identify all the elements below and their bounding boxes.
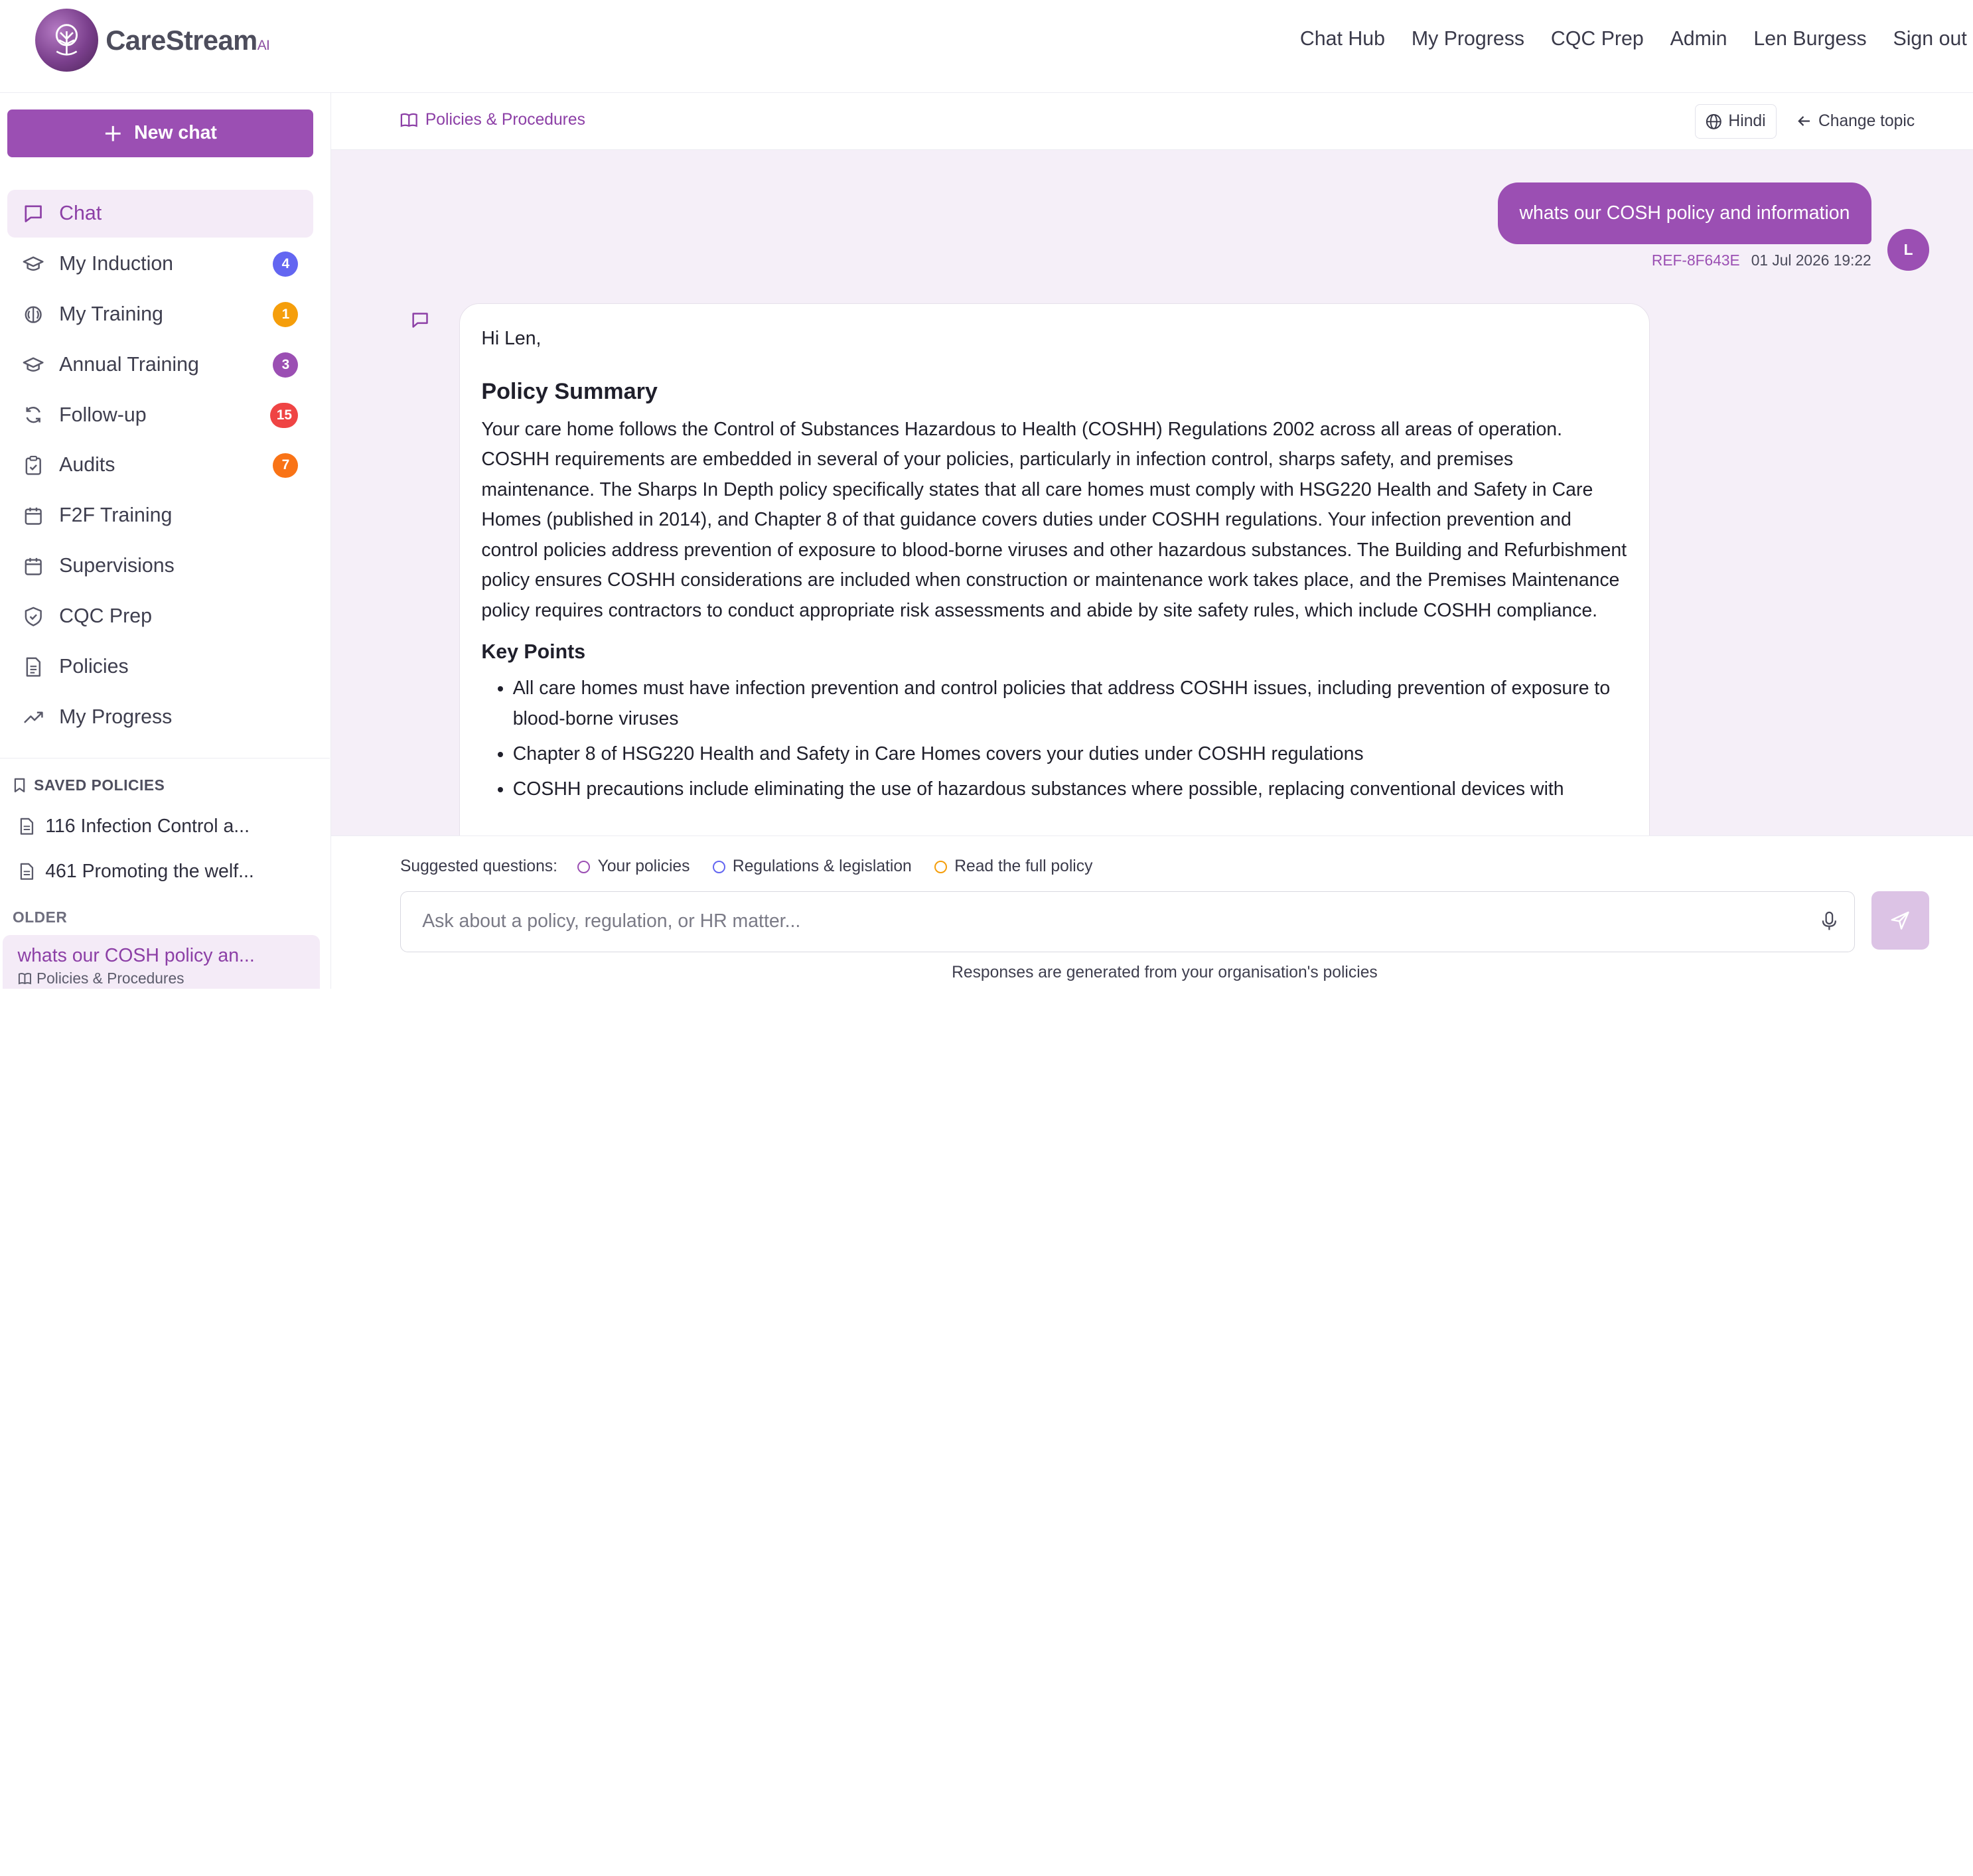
suggestion-regulations[interactable]: Regulations & legislation <box>713 857 912 876</box>
top-bar <box>0 0 1973 93</box>
message-timestamp: 01 Jul 2026 19:22 <box>1751 252 1871 269</box>
nav-sign-out[interactable]: Sign out <box>1893 27 1967 50</box>
disclaimer-text: Responses are generated from your organisation's policies <box>952 963 1378 981</box>
sidebar-item-label: Chat <box>59 202 102 225</box>
main-panel <box>331 93 1973 989</box>
sidebar-item-label: F2F Training <box>59 504 173 527</box>
shield-check-icon <box>23 606 44 627</box>
chat-bubble-icon <box>23 203 44 224</box>
sidebar-item-cqc-prep[interactable] <box>7 593 313 640</box>
chat-messages <box>331 150 1973 835</box>
clipboard-check-icon <box>23 455 44 476</box>
topic-breadcrumb[interactable]: Policies & Procedures <box>400 111 585 129</box>
suggestion-read-full-policy[interactable]: Read the full policy <box>934 857 1093 876</box>
graduation-cap-icon <box>23 253 44 275</box>
sidebar-nav <box>7 190 313 743</box>
nav-user-name[interactable]: Len Burgess <box>1753 27 1867 50</box>
assistant-message-card <box>459 303 1650 835</box>
sidebar-item-follow-up[interactable] <box>7 392 313 439</box>
saved-policies-heading: SAVED POLICIES <box>14 776 165 794</box>
refresh-icon <box>23 405 44 426</box>
chat-history-item[interactable] <box>3 935 320 989</box>
sidebar-item-label: CQC Prep <box>59 605 152 627</box>
list-item: • All care homes must have infection prevention and control policies that address COSHH issues, including prevention of exposure to blood-borne viruses <box>513 674 1628 734</box>
sidebar-item-policies[interactable] <box>7 643 313 691</box>
policy-summary-heading: Policy Summary <box>481 378 658 404</box>
graduation-cap-icon <box>23 354 44 376</box>
document-icon <box>23 656 44 678</box>
suggestion-your-policies[interactable]: Your policies <box>577 857 690 876</box>
nav-admin[interactable]: Admin <box>1670 27 1727 50</box>
sidebar-item-label: Annual Training <box>59 353 199 376</box>
circle-icon <box>713 861 725 873</box>
brand-name: CareStreamAI <box>106 24 270 56</box>
nav-cqc-prep[interactable]: CQC Prep <box>1550 27 1644 50</box>
sidebar-item-label: Supervisions <box>59 555 175 577</box>
brand-logo[interactable] <box>35 9 269 72</box>
key-points-heading: Key Points <box>481 641 586 664</box>
arrow-left-icon <box>1797 115 1811 127</box>
saved-policy-item[interactable]: 461 Promoting the welf... <box>20 861 254 883</box>
sidebar-divider <box>0 758 330 759</box>
count-badge: 1 <box>273 302 298 327</box>
sidebar-item-label: Policies <box>59 655 129 678</box>
send-icon <box>1890 910 1910 930</box>
saved-policy-item[interactable]: 116 Infection Control a... <box>20 816 250 837</box>
sidebar-item-f2f-training[interactable] <box>7 492 313 540</box>
sidebar-item-chat[interactable] <box>7 190 313 238</box>
count-badge: 15 <box>270 403 298 428</box>
count-badge: 7 <box>273 453 298 478</box>
sidebar-item-label: Follow-up <box>59 403 147 426</box>
chat-history-title: whats our COSH policy an... <box>17 945 255 967</box>
list-item: • COSHH precautions include eliminating the use of hazardous substances where possible, replacing conventional devices with <box>513 774 1628 805</box>
message-reference: REF-8F643E <box>1651 252 1740 269</box>
assistant-chat-icon <box>409 309 431 337</box>
sidebar-item-my-induction[interactable] <box>7 240 313 288</box>
document-icon <box>20 818 34 835</box>
document-icon <box>20 863 34 881</box>
message-composer <box>331 835 1973 989</box>
key-points-list <box>481 674 1627 804</box>
bookmark-icon <box>14 778 25 793</box>
policy-summary-text: Your care home follows the Control of Substances Hazardous to Health (COSHH) Regulations 2002 across all areas of operation. COSHH requirements are embedded in several of your policies, particularly in infection control, sharps safety, and premises maintenance. The Sharps In Depth policy specifically states that all care homes must comply with HSG220 Health and Safety in Care Homes (published in 2014), and Chapter 8 of that guidance covers duties under COSHH regulations. Your infection prevention and control policies address prevention of exposure to blood-borne viruses and other hazardous substances. The Building and Refurbishment policy ensures COSHH considerations are included when construction or maintenance work takes place, and the Premises Maintenance policy requires contractors to conduct appropriate risk assessments and abide by site safety rules, which include COSHH compliance. <box>481 418 1627 621</box>
language-button[interactable]: Hindi <box>1695 104 1777 138</box>
sidebar-item-my-training[interactable] <box>7 291 313 338</box>
nav-chat-hub[interactable]: Chat Hub <box>1299 27 1386 50</box>
suggested-questions-label: Suggested questions: <box>400 857 557 876</box>
circle-icon <box>577 861 590 873</box>
sidebar-item-label: My Progress <box>59 705 173 728</box>
top-navigation <box>1300 28 1967 50</box>
chat-history-topic: Policies & Procedures <box>18 970 305 987</box>
new-chat-label: New chat <box>134 122 217 144</box>
tree-logo-icon <box>35 9 98 72</box>
assistant-greeting: Hi Len, <box>481 328 542 350</box>
sidebar-item-audits[interactable] <box>7 441 313 489</box>
user-avatar: L <box>1887 229 1929 271</box>
older-heading: OLDER <box>12 908 68 926</box>
list-item: • Chapter 8 of HSG220 Health and Safety in Care Homes covers your duties under COSHH regulations <box>513 739 1628 770</box>
circle-icon <box>934 861 947 873</box>
calendar-icon <box>23 505 44 526</box>
book-open-icon <box>18 972 32 985</box>
count-badge: 4 <box>273 252 298 277</box>
user-message-bubble: whats our COSH policy and information <box>1498 182 1871 244</box>
calendar-icon <box>23 555 44 577</box>
brain-icon <box>23 304 44 325</box>
sidebar-item-annual-training[interactable] <box>7 341 313 389</box>
topic-bar <box>331 93 1973 149</box>
user-message-meta <box>1652 252 1871 269</box>
message-input-box <box>400 891 1855 952</box>
sidebar-item-label: Audits <box>59 454 115 476</box>
nav-my-progress[interactable]: My Progress <box>1411 27 1525 50</box>
suggested-questions <box>400 857 1092 876</box>
plus-icon <box>104 125 122 143</box>
change-topic-button[interactable]: Change topic <box>1797 112 1915 131</box>
sidebar <box>0 93 331 989</box>
sidebar-item-label: My Induction <box>59 253 174 275</box>
sidebar-item-supervisions[interactable] <box>7 542 313 590</box>
count-badge: 3 <box>273 352 298 378</box>
trending-up-icon <box>23 707 44 728</box>
send-button[interactable] <box>1871 891 1929 949</box>
new-chat-button[interactable] <box>7 109 313 157</box>
message-input[interactable] <box>422 910 1781 932</box>
microphone-icon[interactable] <box>1822 911 1837 936</box>
globe-icon <box>1706 113 1722 130</box>
book-open-icon <box>400 112 418 127</box>
sidebar-item-label: My Training <box>59 303 163 325</box>
sidebar-item-my-progress[interactable] <box>7 693 313 741</box>
